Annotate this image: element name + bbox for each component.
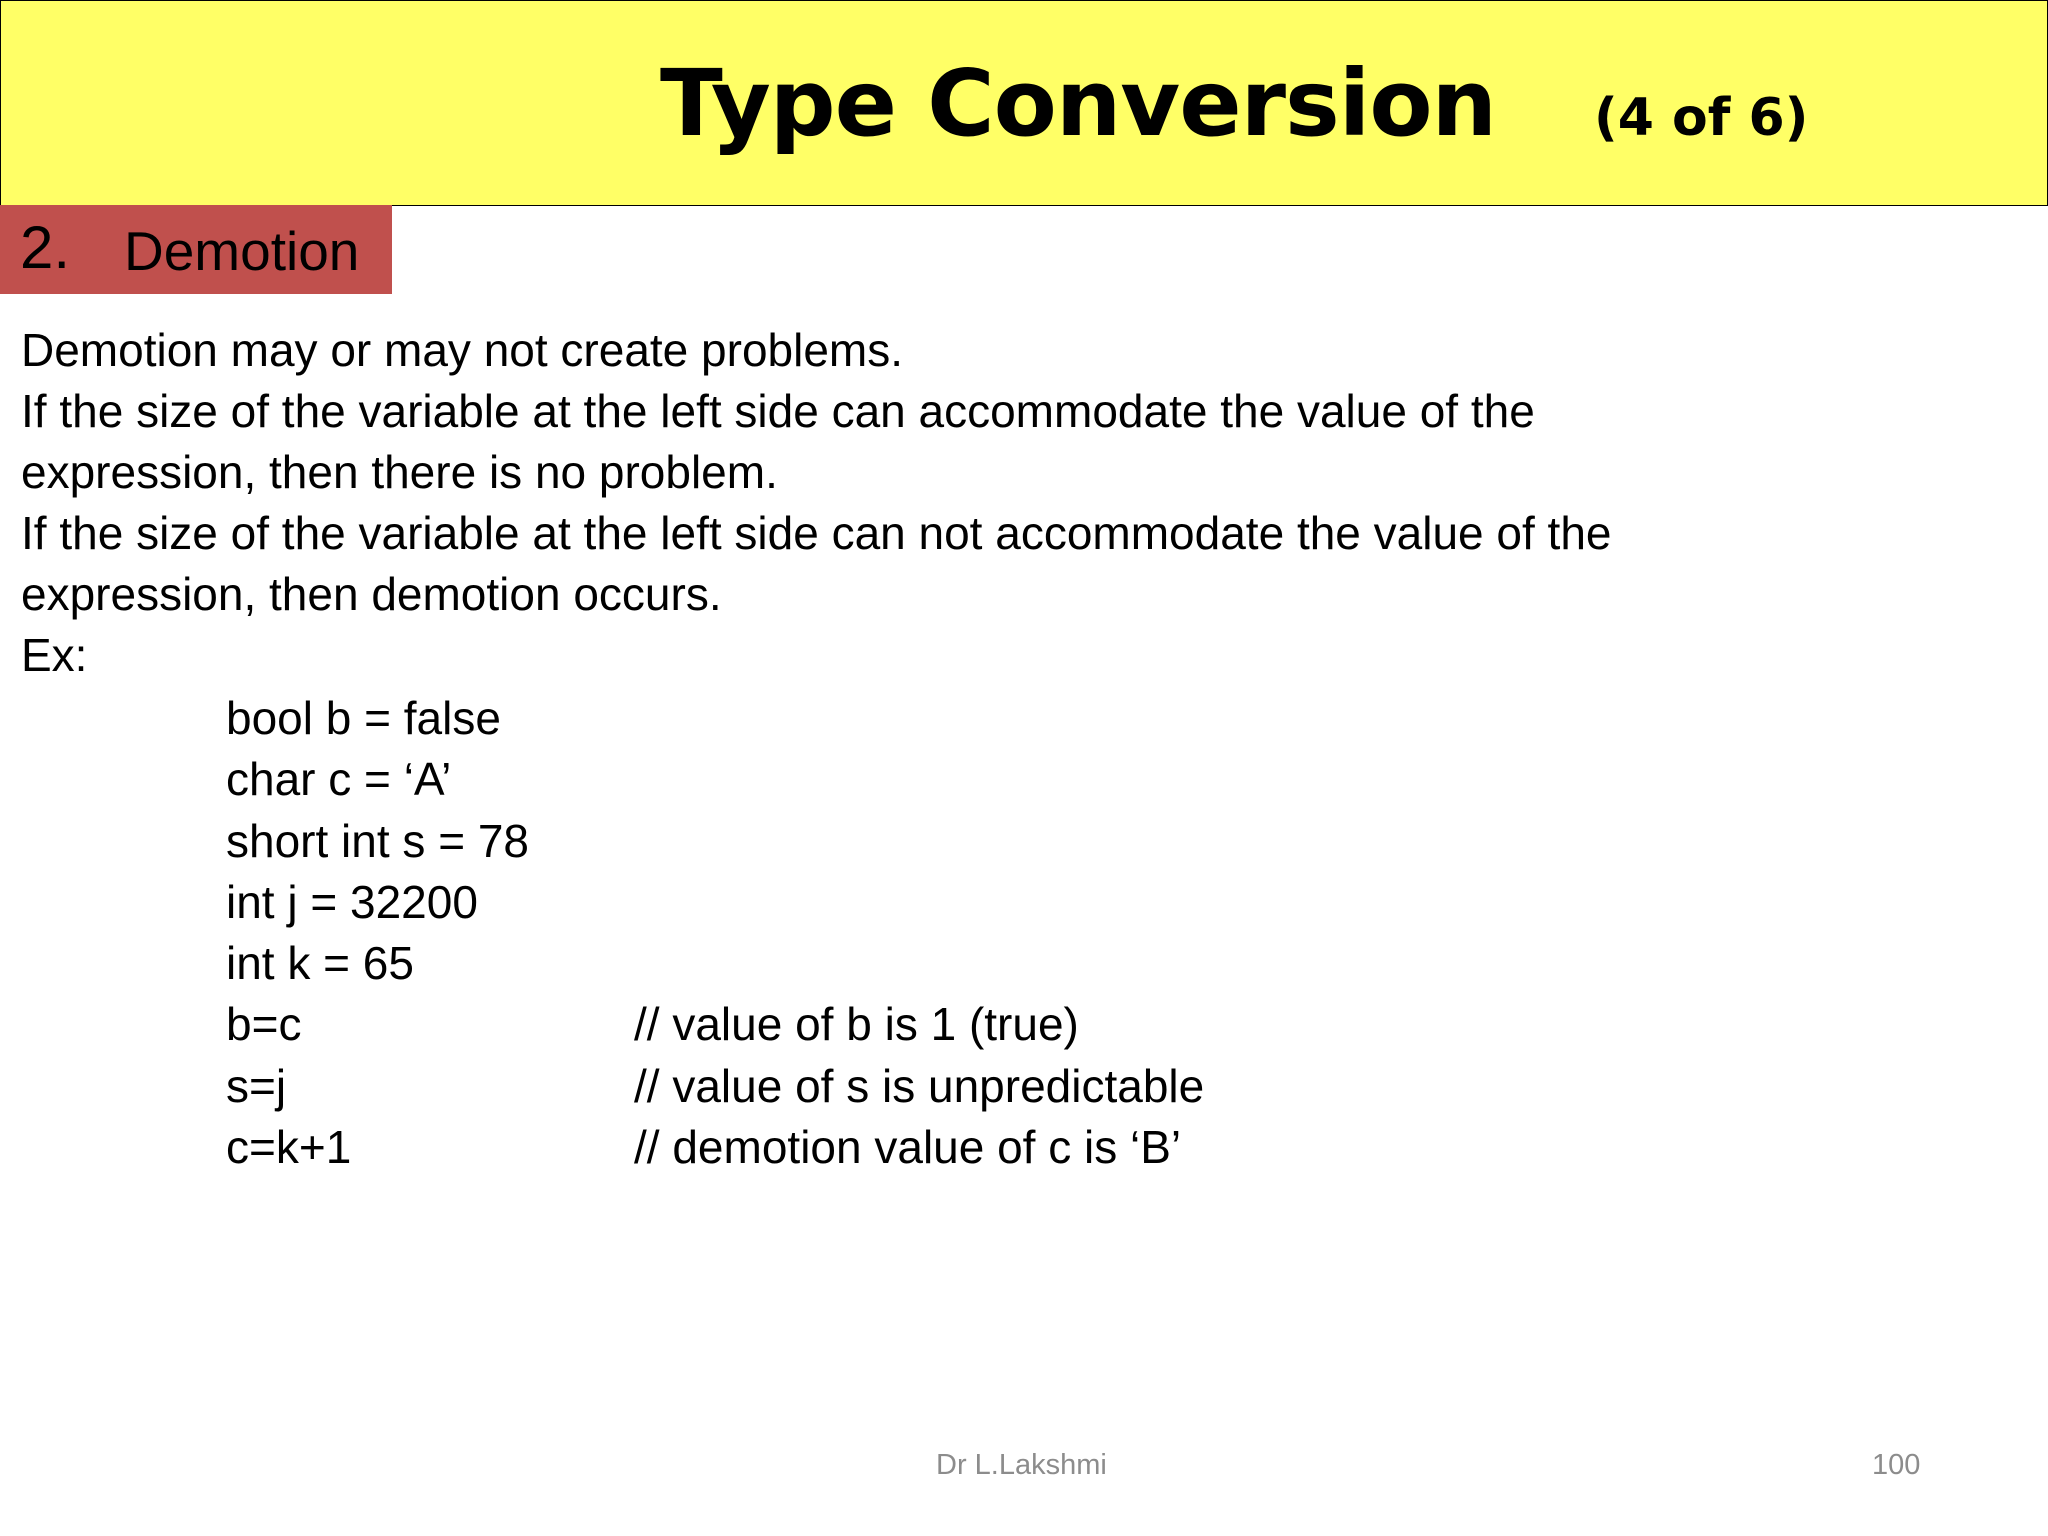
body-line: expression, then there is no problem.	[21, 446, 778, 498]
code-statement: int j = 32200	[226, 875, 478, 928]
code-statement: int k = 65	[226, 937, 414, 990]
code-statement: s=j	[226, 1059, 287, 1112]
code-row	[226, 749, 1726, 810]
code-comment: // value of b is 1 (true)	[634, 998, 1079, 1051]
code-comment: // value of s is unpredictable	[634, 1059, 1205, 1112]
code-statement: bool b = false	[226, 692, 501, 744]
code-row	[226, 872, 1726, 933]
code-row	[226, 811, 1726, 872]
code-row	[226, 994, 1726, 1055]
body-text	[21, 320, 2001, 686]
body-line: If the size of the variable at the left side can not accommodate the value of the	[21, 507, 1612, 559]
footer-author: Dr L.Lakshmi	[936, 1449, 1107, 1481]
code-row	[226, 1117, 1726, 1178]
code-statement: c=k+1	[226, 1121, 352, 1174]
code-row	[226, 688, 1726, 749]
code-statement: b=c	[226, 998, 302, 1051]
code-row	[226, 933, 1726, 994]
body-line: Demotion may or may not create problems.	[21, 324, 904, 376]
section-number: 2.	[20, 214, 71, 281]
slide-counter: (4 of 6)	[1594, 88, 1809, 148]
slide-title: Type Conversion	[660, 50, 1497, 157]
code-comment: // demotion value of c is ‘B’	[634, 1121, 1182, 1174]
code-statement: short int s = 78	[226, 814, 529, 867]
code-row	[226, 1056, 1726, 1117]
example-label: Ex:	[21, 629, 88, 681]
page-number: 100	[1872, 1449, 1921, 1481]
example-code-block	[226, 688, 1726, 1178]
code-statement: char c = ‘A’	[226, 753, 452, 806]
body-line: expression, then demotion occurs.	[21, 568, 722, 620]
body-line: If the size of the variable at the left side can accommodate the value of the	[21, 385, 1535, 437]
section-label: Demotion	[124, 220, 360, 282]
